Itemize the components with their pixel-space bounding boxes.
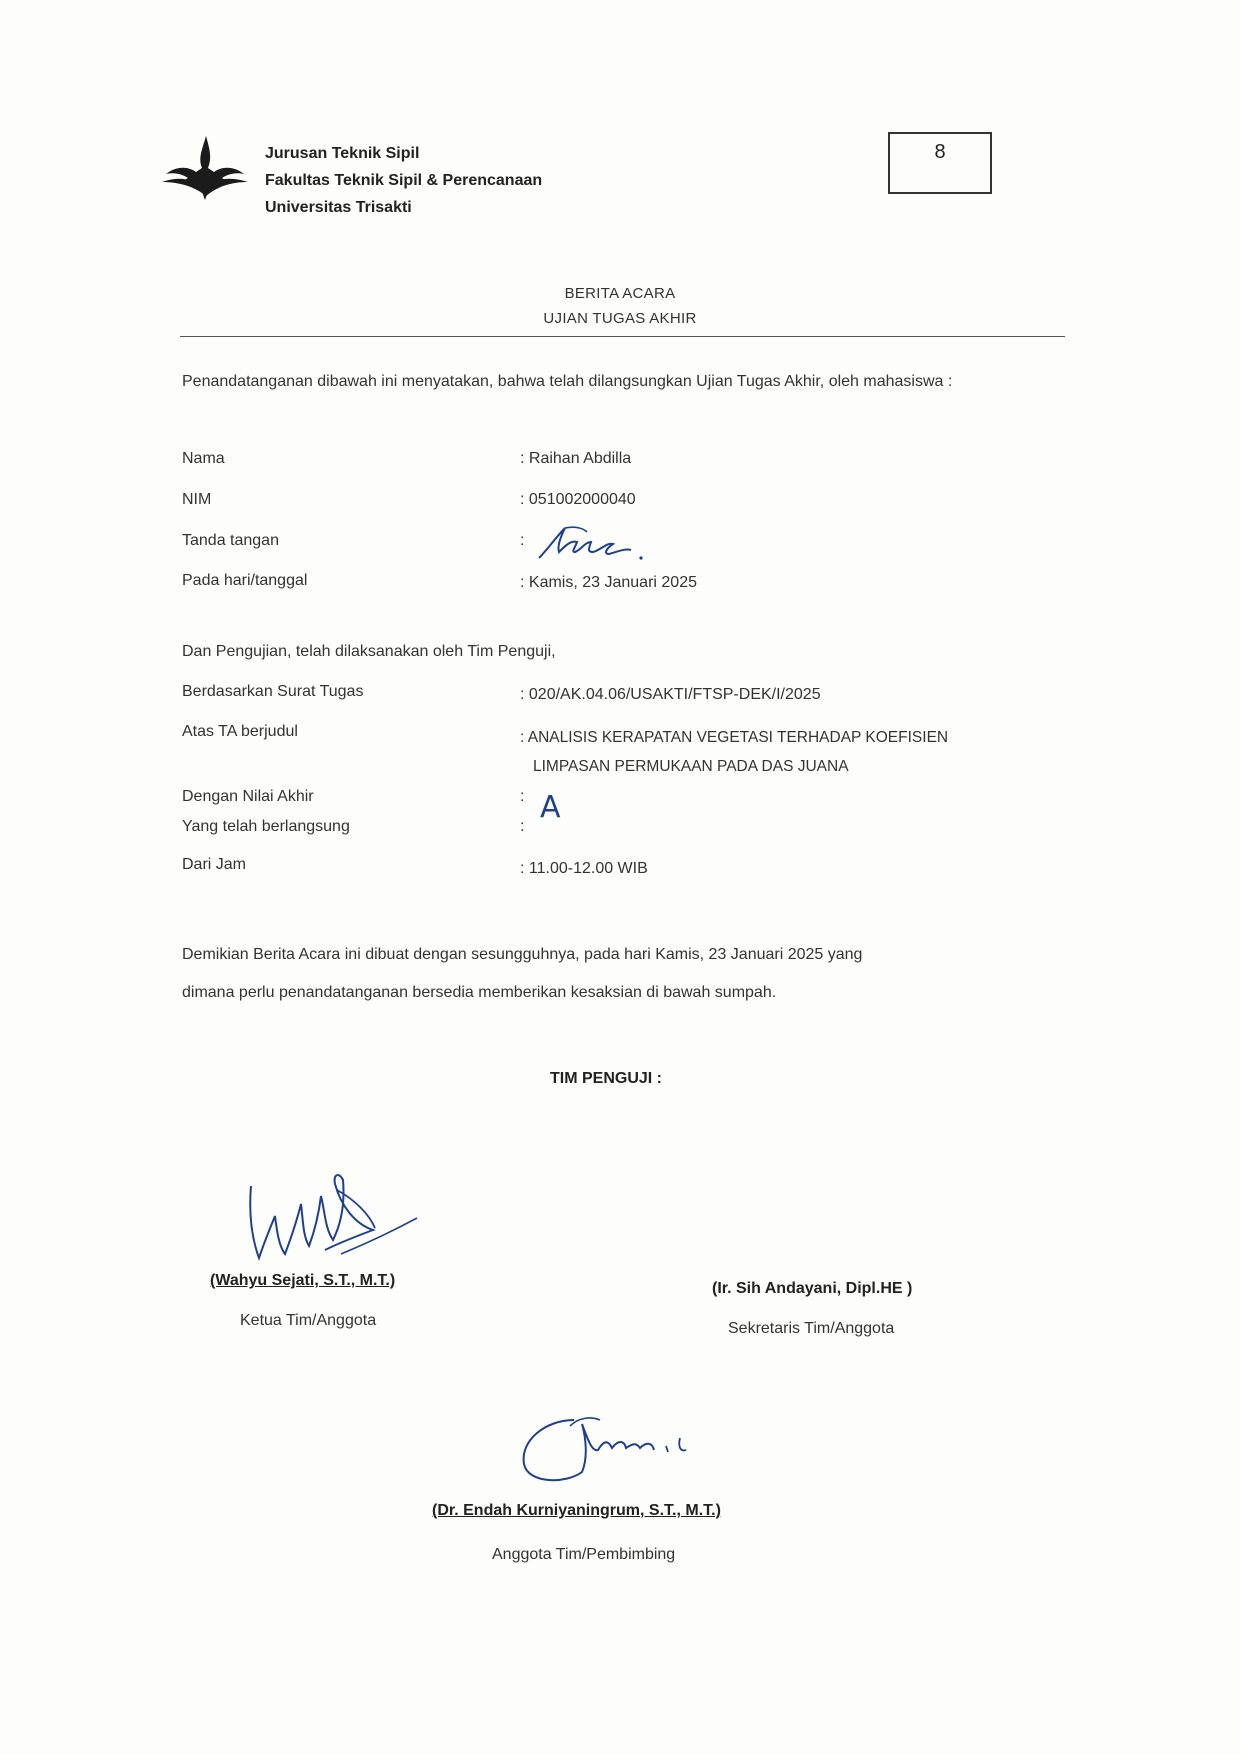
intro-paragraph: Penandatanganan dibawah ini menyatakan, bahwa telah dilangsungkan Ujian Tugas Akhir, oleh mahasiswa : bbox=[182, 373, 953, 390]
date-label: Pada hari/tanggal bbox=[182, 572, 308, 589]
grade-value: A bbox=[540, 790, 561, 825]
letter-value: : 020/AK.04.06/USAKTI/FTSP-DEK/I/2025 bbox=[520, 686, 821, 703]
time-value: : 11.00-12.00 WIB bbox=[520, 860, 648, 877]
examiner1-name: (Wahyu Sejati, S.T., M.T.) bbox=[210, 1272, 396, 1289]
faculty-name: Fakultas Teknik Sipil & Perencanaan bbox=[265, 172, 543, 189]
held-label: Yang telah berlangsung bbox=[182, 818, 350, 835]
signature-label: Tanda tangan bbox=[182, 532, 279, 549]
examiner2-name: (Ir. Sih Andayani, Dipl.HE ) bbox=[712, 1280, 913, 1297]
letter-label: Berdasarkan Surat Tugas bbox=[182, 683, 364, 700]
name-label: Nama bbox=[182, 450, 225, 467]
university-logo bbox=[158, 132, 253, 204]
examiner3-name: (Dr. Endah Kurniyaningrum, S.T., M.T.) bbox=[432, 1502, 721, 1519]
team-heading: TIM PENGUJI : bbox=[550, 1070, 663, 1087]
thesis-title-label: Atas TA berjudul bbox=[182, 723, 298, 740]
page-number-box: 8 bbox=[888, 132, 992, 194]
closing-line1: Demikian Berita Acara ini dibuat dengan sesungguhnya, pada hari Kamis, 23 Januari 2025 yang bbox=[182, 946, 863, 963]
student-signature bbox=[535, 522, 645, 562]
name-value: : Raihan Abdilla bbox=[520, 450, 632, 467]
grade-colon: : bbox=[520, 788, 525, 805]
department-name: Jurusan Teknik Sipil bbox=[265, 145, 420, 162]
examiner1-role: Ketua Tim/Anggota bbox=[240, 1312, 377, 1329]
letterhead bbox=[265, 140, 542, 221]
time-label: Dari Jam bbox=[182, 856, 247, 873]
signature-colon: : bbox=[520, 532, 525, 549]
university-name: Universitas Trisakti bbox=[265, 199, 412, 216]
examiner3-role: Anggota Tim/Pembimbing bbox=[492, 1546, 676, 1563]
nim-label: NIM bbox=[182, 491, 212, 508]
held-colon: : bbox=[520, 818, 525, 835]
closing-line2: dimana perlu penandatanganan bersedia memberikan kesaksian di bawah sumpah. bbox=[182, 984, 777, 1001]
thesis-title-line2: LIMPASAN PERMUKAAN PADA DAS JUANA bbox=[533, 758, 849, 775]
document-subtitle: UJIAN TUGAS AKHIR bbox=[543, 310, 697, 327]
title-divider bbox=[180, 336, 1065, 337]
examiner3-signature bbox=[512, 1410, 722, 1490]
examiner2-role: Sekretaris Tim/Anggota bbox=[728, 1320, 895, 1337]
nim-value: : 051002000040 bbox=[520, 491, 636, 508]
exam-intro: Dan Pengujian, telah dilaksanakan oleh Tim Penguji, bbox=[182, 643, 556, 660]
document-title: BERITA ACARA bbox=[564, 285, 676, 302]
grade-label: Dengan Nilai Akhir bbox=[182, 788, 314, 805]
date-value: : Kamis, 23 Januari 2025 bbox=[520, 574, 697, 591]
examiner1-signature bbox=[245, 1160, 425, 1270]
thesis-title-line1: : ANALISIS KERAPATAN VEGETASI TERHADAP KOEFISIEN bbox=[520, 729, 949, 746]
